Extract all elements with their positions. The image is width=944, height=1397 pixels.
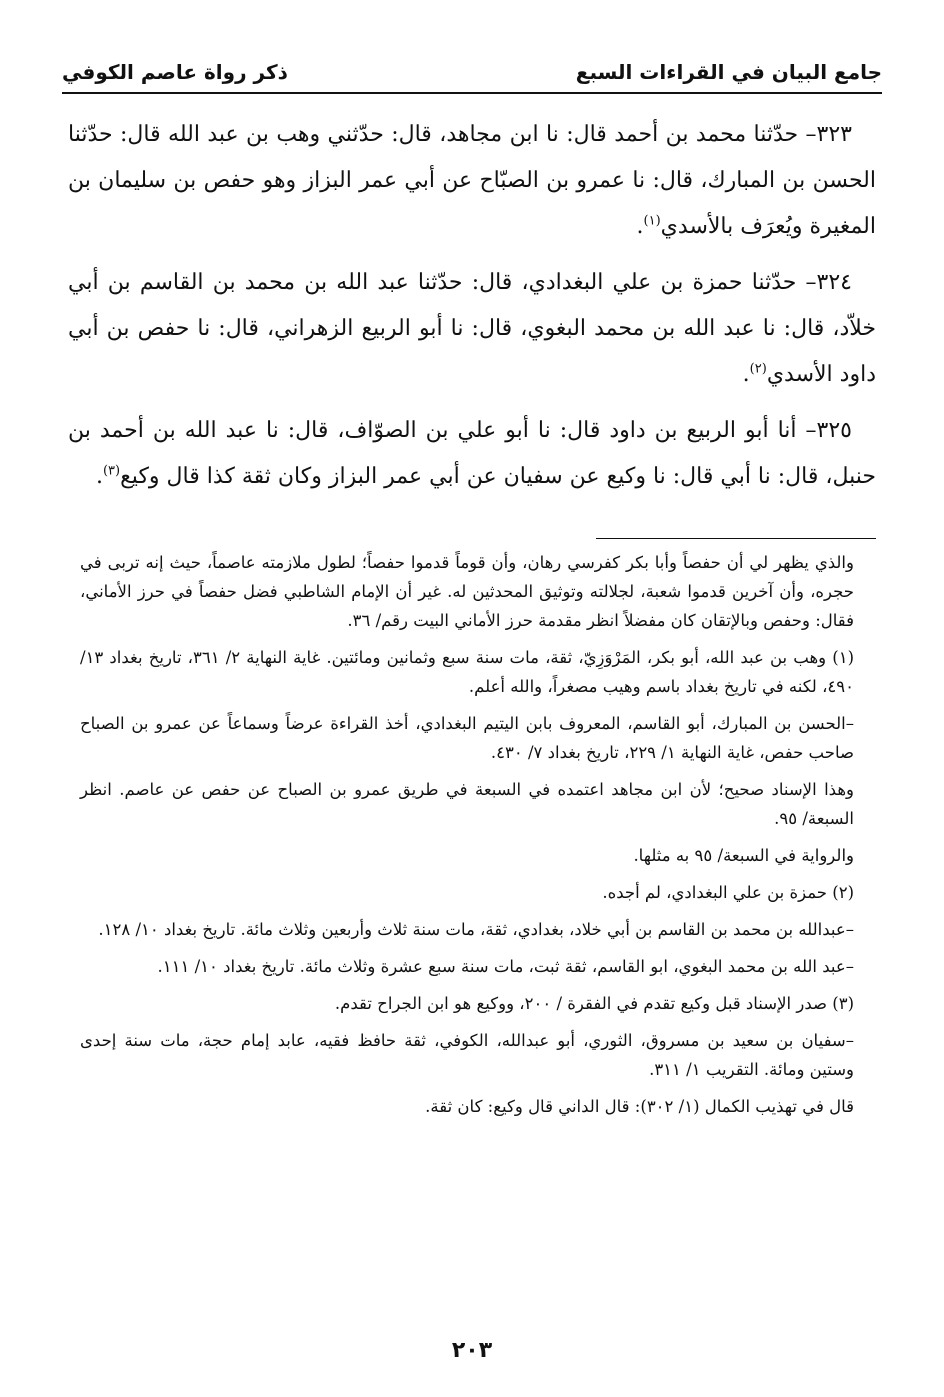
footnote-1-isnad: وهذا الإسناد صحيح؛ لأن ابن مجاهد اعتمده في السبعة في طريق عمرو بن الصباح عن حفص عن عاصم. انظر السبعة/ ٩٥. <box>80 780 854 828</box>
footnote-ref-1: (١) <box>643 213 661 229</box>
footnote-2-ibn-abi-khallad: –عبدالله بن محمد بن القاسم بن أبي خلاد، بغدادي، ثقة، مات سنة ثلاث وأربعين وثلاث مائة. تاريخ بغداد ١٠/ ١٢٨. <box>98 920 854 939</box>
page-number: ٢٠٣ <box>451 1338 493 1363</box>
footnote-3-sufyan: –سفيان بن سعيد بن مسروق، الثوري، أبو عبدالله، الكوفي، ثقة حافظ فقيه، عابد إمام حجة، مات سنة إحدى وستين ومائة. التقريب ١/ ٣١١. <box>80 1031 854 1079</box>
footnote-separator <box>596 538 876 539</box>
footnote-continuation: والذي يظهر لي أن حفصاً وأبا بكر كفرسي رهان، وأن قوماً قدموا حفصاً؛ لطول ملازمته عاصماً، حيث إنه تربى في حجره، وأن آخرين قدموا شعبة، لجلالته وتوثيق المحدثين له. غير أن الإمام الشاطبي فضل حفصاً في حرز الأماني، فقال: وحفص وبالإتقان كان مفضلاً انظر مقدمة حرز الأماني البيت رقم/ ٣٦. <box>80 553 854 630</box>
footnote-ref-3: (٣) <box>102 463 121 479</box>
footnote-1: (١) وهب بن عبد الله، أبو بكر، المَرْوَزِيّ، ثقة، مات سنة سبع وثمانين ومائتين. غاية النهاية ٢/ ٣٦١، تاريخ بغداد ١٣/ ٤٩٠، لكنه في تاريخ بغداد باسم وهيب مصغراً، والله أعلم. <box>80 648 854 696</box>
paragraph-325: ٣٢٥– أنا أبو الربيع بن داود قال: نا أبو علي بن الصوّاف، قال: نا عبد الله بن أحمد بن حنبل، قال: نا أبي قال: نا وكيع عن سفيان عن أبي عمر البزاز وكان ثقة كذا قال وكيع$^{(٣)}$. <box>68 418 876 489</box>
footnotes <box>80 548 854 1129</box>
book-title: جامع البيان في القراءات السبع <box>575 60 882 84</box>
footnote-3: (٣) صدر الإسناد قبل وكيع تقدم في الفقرة / ٢٠٠، ووكيع هو ابن الجراح تقدم. <box>334 994 854 1013</box>
footnote-1-hasan: –الحسن بن المبارك، أبو القاسم، المعروف بابن اليتيم البغدادي، أخذ القراءة عرضاً وسماعاً عن عمرو بن الصباح صاحب حفص، غاية النهاية ١/ ٢٢٩، تاريخ بغداد ٧/ ٤٣٠. <box>80 714 854 762</box>
section-title: ذكر رواة عاصم الكوفي <box>62 60 288 84</box>
footnote-2: (٢) حمزة بن علي البغدادي، لم أجده. <box>602 883 854 902</box>
footnote-1-riwaya: والرواية في السبعة/ ٩٥ به مثلها. <box>633 846 854 865</box>
paragraph-323: ٣٢٣– حدّثنا محمد بن أحمد قال: نا ابن مجاهد، قال: حدّثني وهب بن عبد الله قال: حدّثنا الحسن بن المبارك، قال: نا عمرو بن الصبّاح عن أبي عمر البزاز وهو حفص بن سليمان بن المغيرة ويُعرَف بالأسدي$^{(١)}$. <box>68 122 876 239</box>
running-header <box>62 60 882 94</box>
main-text <box>68 112 876 510</box>
footnote-2-baghawi: –عبد الله بن محمد البغوي، ابو القاسم، ثقة ثبت، مات سنة سبع عشرة وثلاث مائة. تاريخ بغداد ١٠/ ١١١. <box>157 957 854 976</box>
paragraph-324: ٣٢٤– حدّثنا حمزة بن علي البغدادي، قال: حدّثنا عبد الله بن محمد بن القاسم بن أبي خلاّد، قال: نا عبد الله بن محمد البغوي، قال: نا أبو الربيع الزهراني، قال: نا حفص بن أبي داود الأسدي$^{(٢)}$. <box>68 270 876 387</box>
footnote-ref-2: (٢) <box>749 361 767 377</box>
footnote-3-tahdhib: قال في تهذيب الكمال (١/ ٣٠٢): قال الداني قال وكيع: كان ثقة. <box>425 1097 854 1116</box>
